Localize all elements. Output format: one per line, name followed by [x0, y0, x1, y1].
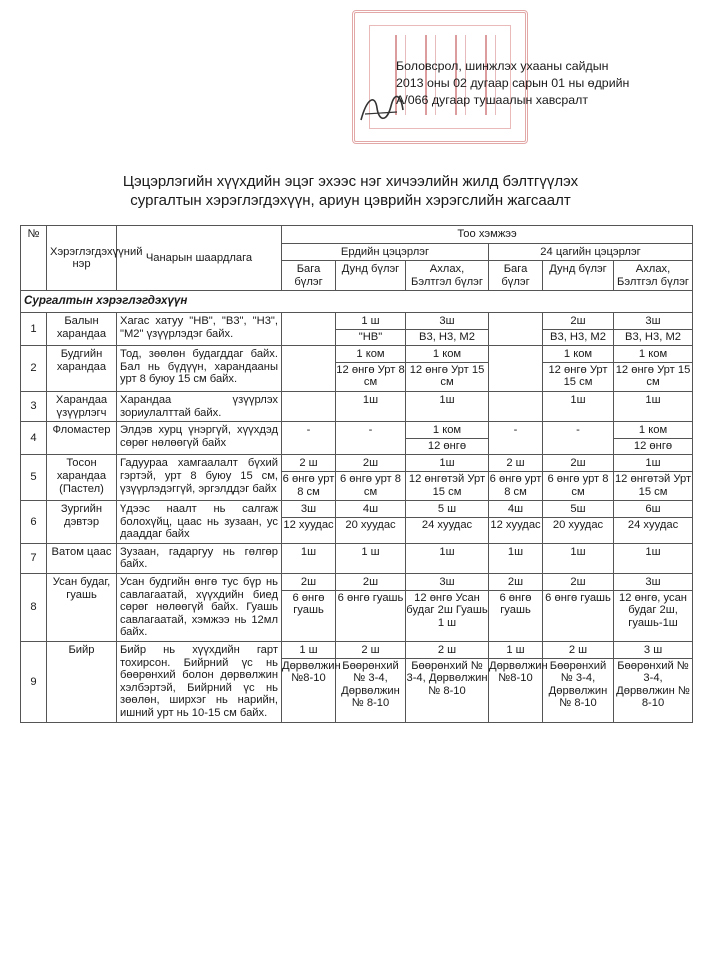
quantity-cell-h-small: 1ш [489, 543, 543, 573]
col-24h-small: Бага бүлэг [489, 261, 543, 291]
quantity-spec: Дөрвөлжин №8-10 [282, 659, 341, 685]
decree-line-1: Боловсрол, шинжлэх ухааны сайдын [396, 59, 609, 73]
quantity-cell-h-small [489, 642, 548, 723]
quantity-cell-h-sen [614, 422, 693, 455]
supplies-table [20, 225, 693, 723]
quantity-cell-h-small [489, 455, 543, 501]
quantity-amount: 2 ш [361, 644, 380, 657]
quality-requirement: Элдэв хурц үнэргүй, хүүхдэд сөрөг нөлөөгүй байх [117, 422, 282, 455]
item-name: Балын харандаа [47, 312, 117, 345]
quantity-amount: 1 ком [638, 424, 668, 437]
table-row [21, 391, 693, 421]
quantity-cell-h-mid [543, 312, 614, 345]
row-number: 2 [21, 346, 47, 392]
row-number: 1 [21, 312, 47, 345]
quantity-amount: 5 ш [437, 503, 457, 516]
quantity-cell-h-sen [614, 312, 693, 345]
quantity-cell-h-sen: 1ш [614, 391, 693, 421]
col-regular-small: Бага бүлэг [282, 261, 336, 291]
item-name: Фломастер [47, 422, 117, 455]
quantity-spec: 6 өнгө гуашь [282, 590, 335, 617]
quantity-cell-r-mid [336, 501, 406, 544]
quantity-spec: Бөөрөнхий № 3-4, Дөрвөлжин № 8-10 [336, 658, 405, 710]
decree-line-3: A/066 дугаар тушаалын хавсралт [396, 93, 589, 107]
quantity-cell-h-small [489, 391, 543, 421]
quantity-cell-r-sen: 1ш [406, 543, 489, 573]
quantity-spec: 6 өнгө гуашь [489, 590, 542, 617]
title-line-2: сургалтын хэрэглэгдэхүүн, ариун цэврийн хэрэгслийн жагсаалт [130, 192, 571, 209]
quantity-cell-r-small [282, 642, 341, 723]
quantity-cell-r-mid [336, 346, 406, 392]
quality-requirement: Үдээс наалт нь салгаж болохүйц, цаас нь зузаан, ус дааддаг байх [117, 501, 282, 544]
col-requirement: Чанарын шаардлага [117, 226, 282, 291]
col-regular-middle: Дунд бүлэг [336, 261, 406, 291]
item-name: Ватом цаас [47, 543, 117, 573]
table-row [21, 574, 693, 642]
item-name: Зургийн дэвтэр [47, 501, 117, 544]
quantity-amount: 1 ком [638, 348, 668, 361]
quantity-spec: 20 хуудас [543, 517, 613, 532]
quantity-spec: Бөөрөнхий № 3-4, Дөрвөлжин № 8-10 [406, 659, 488, 697]
quantity-amount: 5ш [570, 503, 586, 516]
quantity-cell-h-mid: - [543, 422, 614, 455]
quantity-amount: 2 ш [299, 457, 318, 470]
quantity-spec: 12 хуудас [283, 518, 334, 531]
col-24h-senior: Ахлах, Бэлтгэл бүлэг [614, 261, 693, 291]
quality-requirement: Харандаа үзүүрлэх зориулалттай байх. [117, 391, 282, 421]
decree-header [396, 58, 629, 109]
row-number: 8 [21, 574, 47, 642]
table-row [21, 543, 693, 573]
col-name: Хэрэглэгдэхүүний нэр [47, 226, 117, 291]
quantity-cell-r-small [282, 501, 336, 544]
row-number: 4 [21, 422, 47, 455]
quantity-cell-h-mid [543, 574, 614, 642]
quality-requirement: Усан будгийн өнгө тус бүр нь савлагаатай, хүүхдийн биед сөрөг нөлөөгүй байх. Гуашь савлагаатай, хэмжээ нь 12мл байх. [117, 574, 282, 642]
quantity-amount: 2 ш [506, 457, 525, 470]
quantity-spec: 12 хуудас [490, 518, 541, 531]
quantity-cell-r-small: - [282, 422, 336, 455]
quantity-spec: B3, H3, M2 [406, 329, 488, 344]
quantity-cell-h-sen [614, 501, 693, 544]
quantity-cell-h-mid: 1ш [543, 391, 614, 421]
quantity-amount: 1 ш [506, 644, 525, 657]
quantity-spec: 6 өнгө урт 8 см [489, 472, 542, 498]
quantity-amount: 1ш [439, 457, 455, 470]
quantity-cell-r-small [282, 312, 336, 345]
quantity-spec: 24 хуудас [406, 517, 488, 532]
quantity-amount: 3ш [645, 314, 661, 327]
table-row [21, 346, 693, 392]
quality-requirement: Гадуураа хамгаалалт бүхий гэртэй, урт 8 буюу 15 см, үзүүрлэдэггүй, эргэлддэг байх [117, 455, 282, 501]
quantity-cell-r-small [282, 391, 336, 421]
quantity-spec: Бөөрөнхий № 3-4, Дөрвөлжин № 8-10 [614, 658, 692, 710]
quantity-spec: 12 өнгө Усан будаг 2ш Гуашь 1 ш [406, 591, 488, 629]
table-row [21, 312, 693, 345]
table-row [21, 501, 693, 544]
quantity-amount: 6ш [645, 503, 661, 516]
section-heading: Сургалтын хэрэглэгдэхүүн [21, 291, 693, 313]
quantity-amount: 2ш [362, 457, 379, 470]
quantity-amount: 1 ком [356, 348, 385, 361]
quality-requirement: Бийр нь хүүхдийн гарт тохирсон. Бийрний үс нь бөөрөнхий болон дөрвөлжин хэлбэртэй, Бийрний үс нь зөөлөн, ширхэг нь нарийн, ишний урт нь 10-15 см байх. [117, 642, 282, 723]
quantity-cell-r-sen [406, 422, 489, 455]
quantity-amount: 3ш [300, 503, 317, 516]
quantity-amount: 4ш [507, 503, 524, 516]
quantity-amount: 4ш [362, 503, 379, 516]
quantity-spec: 12 өнгө Урт 15 см [406, 362, 488, 389]
row-number: 7 [21, 543, 47, 573]
quantity-cell-h-sen [614, 642, 693, 723]
quantity-spec: 24 хуудас [614, 517, 692, 532]
quantity-spec: 6 өнгө урт 8 см [282, 472, 335, 498]
quantity-spec: 12 өнгө Урт 8 см [336, 363, 405, 389]
quantity-spec: 12 өнгө [406, 438, 488, 453]
col-quantity: Тоо хэмжээ [282, 226, 693, 244]
quantity-cell-r-mid: 1 ш [336, 543, 406, 573]
quantity-cell-h-sen: 1ш [614, 543, 693, 573]
quantity-amount: 1ш [645, 457, 661, 470]
item-name: Тосон харандаа (Пастел) [47, 455, 117, 501]
quantity-amount: 2ш [362, 576, 379, 589]
quantity-amount: 1 ш [299, 644, 318, 657]
quantity-cell-h-mid [543, 455, 614, 501]
quantity-amount: 1 ком [432, 424, 462, 437]
title-line-1: Цэцэрлэгийн хүүхдийн эцэг эхээс нэг хичээлийн жилд бэлтгүүлэх [122, 173, 579, 190]
quantity-cell-r-sen [406, 501, 489, 544]
row-number: 9 [21, 642, 47, 723]
quantity-amount: 2ш [300, 576, 317, 589]
quantity-amount: 3ш [439, 576, 455, 589]
quantity-amount: 1 ш [361, 314, 380, 327]
quantity-cell-h-mid: 1ш [543, 543, 614, 573]
quantity-spec: 12 өнгө, усан будаг 2ш, гуашь-1ш [614, 590, 692, 630]
item-name: Бийр [47, 642, 117, 723]
quantity-spec: B3, H3, M2 [543, 329, 613, 344]
quantity-amount: 2ш [570, 457, 586, 470]
item-name: Усан будаг, гуашь [47, 574, 117, 642]
quantity-amount: 3ш [439, 314, 455, 327]
quantity-spec: Дөрвөлжин №8-10 [489, 659, 548, 685]
quantity-amount: 1 ком [563, 348, 593, 361]
quantity-spec: Бөөрөнхий № 3-4, Дөрвөлжин № 8-10 [543, 658, 613, 710]
item-name: Харандаа үзүүрлэгч [47, 391, 117, 421]
row-number: 6 [21, 501, 47, 544]
table-row [21, 642, 693, 723]
quantity-cell-r-mid [336, 312, 406, 345]
col-regular-kindergarten: Ердийн цэцэрлэг [282, 243, 489, 261]
quantity-cell-r-sen [406, 642, 489, 723]
quantity-cell-r-small: 1ш [282, 543, 336, 573]
quantity-amount: 2ш [570, 314, 586, 327]
quantity-cell-r-sen: 1ш [406, 391, 489, 421]
table-row [21, 455, 693, 501]
quantity-cell-h-sen [614, 574, 693, 642]
quantity-cell-h-mid [543, 346, 614, 392]
quantity-amount: 2ш [507, 576, 524, 589]
quantity-amount: 2 ш [437, 644, 457, 657]
quality-requirement: Тод, зөөлөн будагддаг байх. Бал нь бүдүүн, харандааны урт 8 буюу 15 см байх. [117, 346, 282, 392]
quantity-cell-h-small [489, 312, 543, 345]
quantity-spec: 6 өнгө урт 8 см [543, 471, 613, 498]
quantity-spec: "HB" [336, 329, 405, 344]
quantity-spec: 6 өнгө урт 8 см [336, 471, 405, 498]
quantity-spec: 20 хуудас [336, 517, 405, 532]
quantity-spec: B3, H3, M2 [614, 329, 692, 344]
quantity-amount: 3ш [645, 576, 661, 589]
quantity-spec: 6 өнгө гуашь [337, 591, 404, 604]
quantity-cell-h-small: - [489, 422, 543, 455]
quantity-amount: 2ш [570, 576, 586, 589]
quantity-cell-h-small [489, 501, 543, 544]
quantity-cell-r-sen [406, 455, 489, 501]
quantity-cell-r-mid [336, 574, 406, 642]
col-regular-senior: Ахлах, Бэлтгэл бүлэг [406, 261, 489, 291]
row-number: 3 [21, 391, 47, 421]
col-24h-middle: Дунд бүлэг [543, 261, 614, 291]
col-no: № [21, 226, 47, 291]
quantity-cell-r-small [282, 346, 336, 392]
quantity-spec: 12 өнгө Урт 15 см [543, 362, 613, 389]
quantity-cell-h-sen [614, 346, 693, 392]
document-title [0, 172, 701, 210]
quantity-cell-r-mid [336, 455, 406, 501]
quantity-cell-h-mid [543, 501, 614, 544]
quantity-cell-r-mid [336, 642, 406, 723]
quantity-spec: 12 өнгө Урт 15 см [615, 363, 691, 389]
quantity-cell-r-sen [406, 312, 489, 345]
quantity-cell-r-mid: 1ш [336, 391, 406, 421]
quantity-spec: 12 өнгө [614, 438, 692, 453]
quantity-spec: 12 өнгөтэй Урт 15 см [614, 472, 692, 498]
decree-line-2: 2013 оны 02 дугаар сарын 01 ны өдрийн [396, 76, 630, 90]
quantity-cell-r-sen [406, 346, 489, 392]
table-row [21, 422, 693, 455]
quantity-cell-h-sen [614, 455, 693, 501]
quantity-amount: 1 ком [432, 348, 462, 361]
row-number: 5 [21, 455, 47, 501]
item-name: Будгийн харандаа [47, 346, 117, 392]
quantity-spec: 12 өнгөтэй Урт 15 см [406, 471, 488, 498]
quantity-spec: 6 өнгө гуашь [543, 590, 613, 605]
quantity-cell-h-mid [543, 642, 614, 723]
quantity-cell-r-mid: - [336, 422, 406, 455]
quantity-cell-r-small [282, 574, 336, 642]
col-24h-kindergarten: 24 цагийн цэцэрлэг [489, 243, 693, 261]
quantity-cell-h-small [489, 574, 543, 642]
quantity-cell-h-small [489, 346, 543, 392]
quality-requirement: Хагас хатуу "HB", "B3", "H3", "M2" үзүүрлэдэг байх. [117, 312, 282, 345]
quantity-cell-r-small [282, 455, 336, 501]
quality-requirement: Зузаан, гадаргуу нь гөлгөр байх. [117, 543, 282, 573]
quantity-amount: 3 ш [643, 644, 663, 657]
quantity-cell-r-sen [406, 574, 489, 642]
quantity-amount: 2 ш [568, 644, 588, 657]
